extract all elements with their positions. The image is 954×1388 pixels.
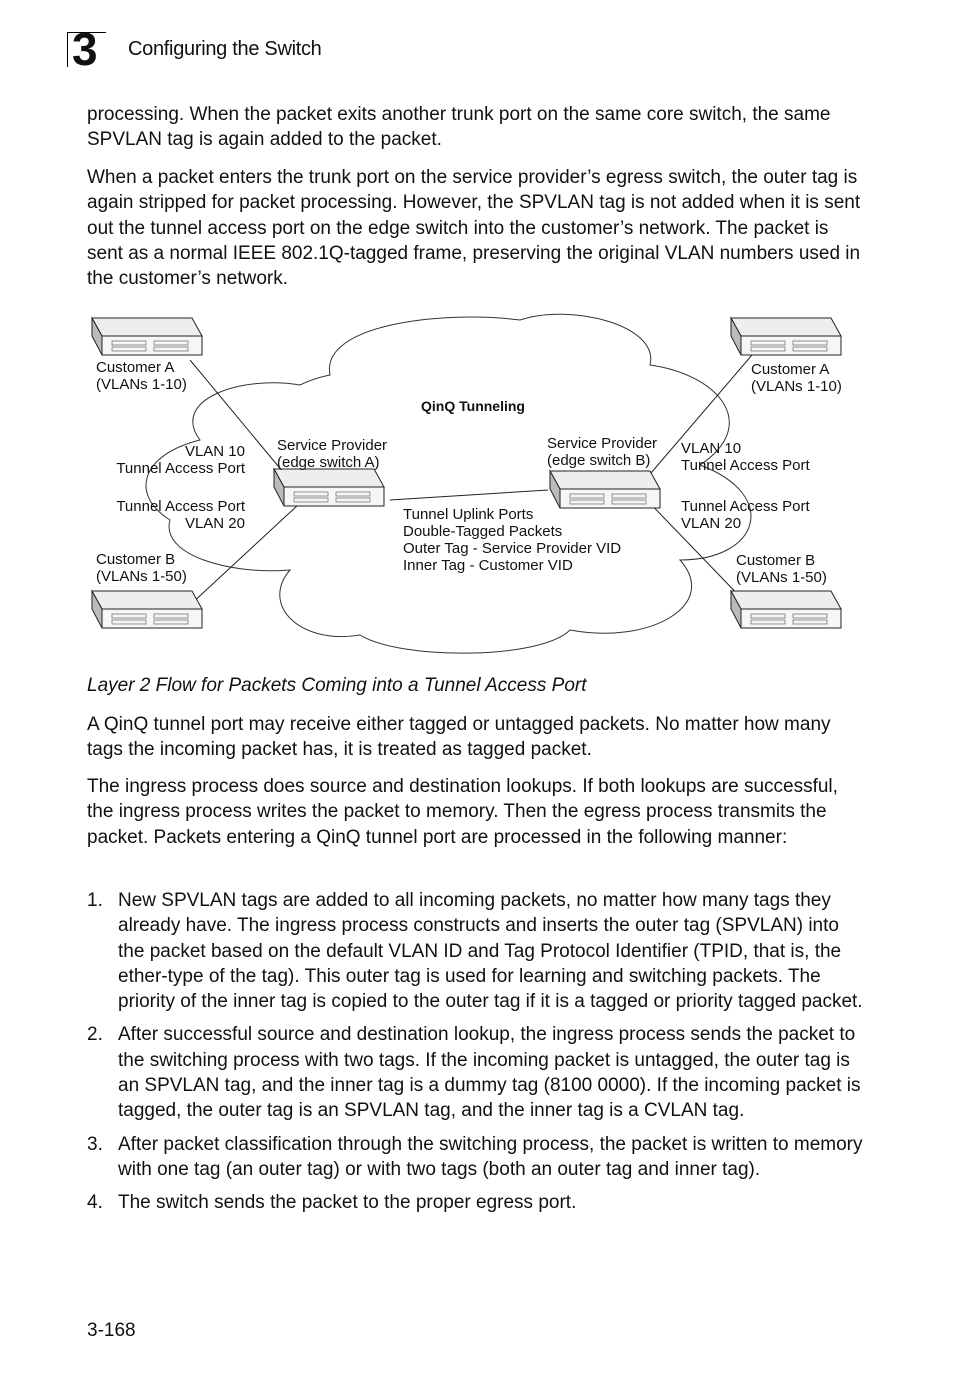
- provider-switch-a: [274, 469, 384, 506]
- list-item: [87, 1190, 867, 1215]
- list-item-number: 1.: [87, 890, 103, 911]
- diagram-title: QinQ Tunneling: [421, 398, 525, 414]
- uplink-line-3: Outer Tag - Service Provider VID: [403, 540, 622, 557]
- paragraph-4: The ingress process does source and destination lookups. If both lookups are successful, the ingress process writes the packet to memory. Then the egress process transmits the packet. Packets entering a QinQ tunnel port are processed in the following manner:: [87, 776, 838, 848]
- paragraph-2: When a packet enters the trunk port on the service provider’s egress switch, the outer tag is again stripped for packet processing. However, the SPVLAN tag is not added when it is sent out the tunnel access port on the edge switch into the customer’s network. The packet is sent as a normal IEEE 802.1Q-tagged frame, preserving the original VLAN numbers used in the customer’s network.: [87, 167, 861, 290]
- running-header-title: Configuring the Switch: [128, 38, 322, 60]
- figure-caption: Layer 2 Flow for Packets Coming into a Tunnel Access Port: [87, 675, 587, 696]
- cust-b-right-vlans: (VLANs 1-50): [736, 569, 827, 586]
- right-vlan20-port: Tunnel Access Port: [681, 498, 810, 515]
- left-vlan20-label: VLAN 20: [184, 515, 245, 532]
- list-item-text: After successful source and destination lookup, the ingress process sends the packet to the switching process with two tags. If the incoming packet is untagged, the outer tag is an SPVLAN tag, and the inner tag is a dummy tag (8100 0000). If the incoming packet is tagged, the outer tag is an SPVLAN tag, and the inner tag is a CVLAN tag.: [118, 1024, 861, 1122]
- right-vlan10-port: Tunnel Access Port: [681, 457, 810, 474]
- list-item-number: 4.: [87, 1192, 103, 1214]
- list-item-text: The switch sends the packet to the proper egress port.: [118, 1192, 577, 1214]
- provider-cloud: [146, 314, 751, 653]
- cust-a-right-name: Customer A: [751, 361, 830, 378]
- paragraph-1: processing. When the packet exits another trunk port on the same core switch, the same SPVLAN tag is again added to the packet.: [87, 104, 831, 151]
- customer-b-right-switch: [731, 591, 841, 628]
- uplink-line-1: Tunnel Uplink Ports: [403, 506, 534, 523]
- right-vlan10-label: VLAN 10: [681, 440, 742, 457]
- customer-a-right-switch: [731, 318, 841, 355]
- list-item-number: 3.: [87, 1133, 103, 1155]
- processing-steps-list: [87, 888, 867, 1216]
- uplink-line-4: Inner Tag - Customer VID: [403, 557, 573, 574]
- sp-b-desc: (edge switch B): [547, 452, 651, 469]
- list-item-number: 2.: [87, 1024, 103, 1046]
- list-item-text: After packet classification through the switching process, the packet is written to memory with one tag (an outer tag) or with two tags (both an outer tag and inner tag).: [118, 1133, 863, 1180]
- provider-switch-b: [550, 471, 660, 508]
- chapter-number: 3: [72, 23, 98, 75]
- qinq-tunneling-diagram: [0, 305, 954, 665]
- paragraph-3: A QinQ tunnel port may receive either tagged or untagged packets. No matter how many tags the incoming packet has, it is treated as tagged packet.: [87, 714, 831, 761]
- cust-b-right-name: Customer B: [736, 552, 816, 569]
- left-vlan20-port: Tunnel Access Port: [116, 498, 245, 515]
- chapter-badge: [67, 23, 107, 75]
- left-vlan10-label: VLAN 10: [184, 443, 245, 460]
- sp-a-name: Service Provider: [277, 437, 388, 454]
- cust-a-left-vlans: (VLANs 1-10): [96, 376, 187, 393]
- list-item: [87, 1022, 867, 1123]
- cust-b-left-vlans: (VLANs 1-50): [96, 568, 187, 585]
- list-item: [87, 1132, 867, 1183]
- cust-a-left-name: Customer A: [96, 359, 175, 376]
- customer-b-left-switch: [92, 591, 202, 628]
- list-item: [87, 888, 867, 1014]
- list-item-text: New SPVLAN tags are added to all incoming packets, no matter how many tags they already have. The ingress process constructs and inserts the outer tag (SPVLAN) into the packet based on the default VLAN ID and Tag Protocol Identifier (TPID, that is, the ether-type of the tag). This outer tag is used for learning and switching packets. The priority of the inner tag is copied to the outer tag if it is a tagged or priority tagged packet.: [118, 890, 863, 1013]
- cust-a-right-vlans: (VLANs 1-10): [751, 378, 842, 395]
- left-vlan10-port: Tunnel Access Port: [116, 460, 245, 477]
- right-vlan20-label: VLAN 20: [681, 515, 742, 532]
- page-number: 3-168: [87, 1320, 136, 1341]
- customer-a-left-switch: [92, 318, 202, 355]
- uplink-line-2: Double-Tagged Packets: [403, 523, 563, 540]
- sp-b-name: Service Provider: [547, 435, 658, 452]
- cust-b-left-name: Customer B: [96, 551, 176, 568]
- sp-a-desc: (edge switch A): [277, 454, 380, 471]
